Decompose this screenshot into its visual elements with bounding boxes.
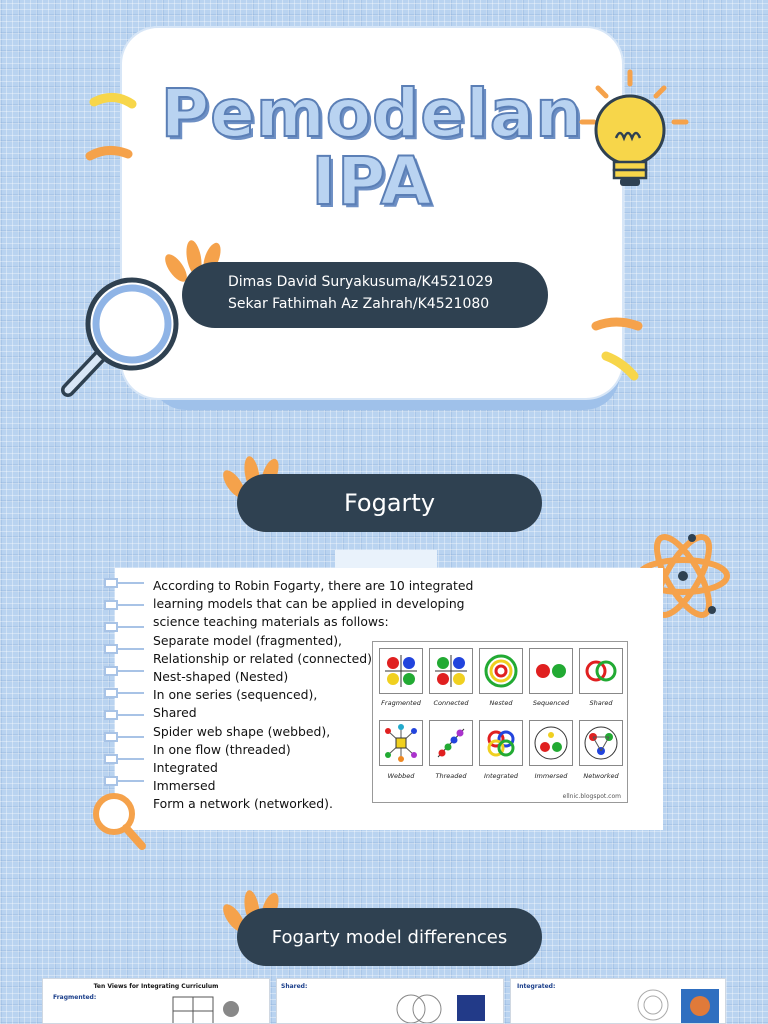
model-label: Threaded	[435, 772, 467, 780]
list-item: In one series (sequenced),	[153, 687, 318, 703]
list-item: In one flow (threaded)	[153, 741, 291, 757]
model-cell-integrated	[479, 720, 523, 766]
list-item: Nest-shaped (Nested)	[153, 669, 289, 685]
model-label: Networked	[583, 772, 619, 780]
card-tab	[335, 550, 437, 570]
section-title-differences: Fogarty model differences	[237, 908, 542, 966]
model-cell-networked	[579, 720, 623, 766]
section-title-fogarty: Fogarty	[237, 474, 542, 532]
author-2: Sekar Fathimah Az Zahrah/K4521080	[228, 296, 490, 312]
figure-credit: ellnic.blogspot.com	[562, 793, 621, 800]
magnifier-icon	[56, 272, 186, 412]
thumbnail-diagram	[171, 995, 251, 1024]
thumbnail-integrated	[510, 978, 726, 1024]
author-1: Dimas David Suryakusuma/K4521029	[228, 274, 494, 290]
model-label: Connected	[433, 699, 469, 707]
authors-pill	[182, 262, 548, 328]
model-label: Immersed	[534, 772, 568, 780]
model-cell-immersed	[529, 720, 573, 766]
model-cell-fragmented	[379, 648, 423, 694]
thumbnail-title: Ten Views for Integrating Curriculum	[93, 983, 219, 990]
fogarty-models-figure	[372, 641, 628, 803]
thumbnail-diagram	[631, 987, 723, 1023]
list-item: Shared	[153, 705, 197, 721]
list-item: Spider web shape (webbed),	[153, 723, 331, 739]
title-line-1: Pemodelan	[160, 75, 584, 152]
thumbnail-heading: Integrated:	[517, 983, 556, 990]
thumbnail-diagram	[387, 989, 497, 1024]
page-title	[122, 75, 622, 220]
model-label: Integrated	[483, 772, 519, 780]
thumbnail-heading: Shared:	[281, 983, 308, 990]
model-cell-connected	[429, 648, 473, 694]
model-cell-shared	[579, 648, 623, 694]
title-line-2: IPA	[311, 143, 433, 220]
model-label: Fragmented	[381, 699, 421, 707]
list-item: Integrated	[153, 760, 218, 776]
model-label: Nested	[489, 699, 513, 707]
model-cell-threaded	[429, 720, 473, 766]
list-item: Separate model (fragmented),	[153, 632, 342, 648]
thumbnail-heading: Fragmented:	[53, 994, 97, 1001]
model-cell-sequenced	[529, 648, 573, 694]
intro-paragraph: According to Robin Fogarty, there are 10 integrated learning models that can be applied in developing science teaching materials as follows:	[153, 578, 474, 630]
accent-strokes-right	[588, 310, 658, 390]
model-label: Shared	[589, 699, 613, 707]
accent-strokes-left	[84, 90, 154, 170]
model-cell-webbed	[379, 720, 423, 766]
list-item: Form a network (networked).	[153, 796, 333, 812]
thumbnail-fragmented	[42, 978, 270, 1024]
binder-rings	[100, 578, 146, 798]
list-item: Relationship or related (connected)	[153, 650, 372, 666]
magnifier-icon	[88, 788, 152, 854]
list-item: Immersed	[153, 778, 216, 794]
model-label: Webbed	[387, 772, 415, 780]
model-label: Sequenced	[532, 699, 570, 707]
model-cell-nested	[479, 648, 523, 694]
thumbnail-shared	[276, 978, 504, 1024]
lightbulb-icon	[578, 68, 690, 198]
